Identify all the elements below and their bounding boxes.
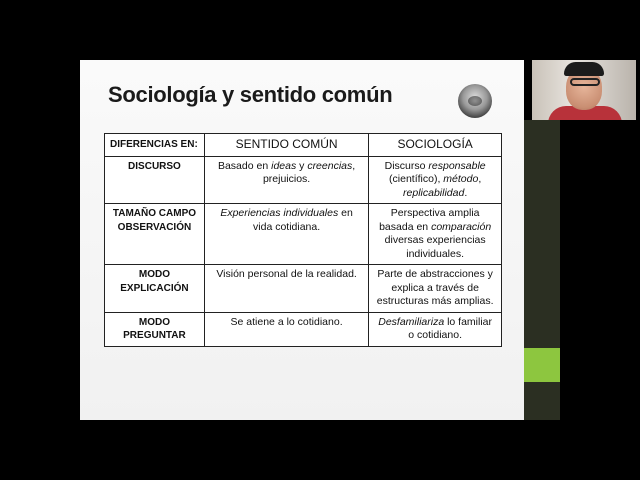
- comparison-table: [104, 133, 502, 347]
- cell-sociologia: Discurso responsable (científico), método, replicabilidad.: [369, 156, 502, 204]
- presentation-slide: [80, 60, 524, 420]
- slide-title: Sociología y sentido común: [108, 82, 393, 107]
- cell-sentido-comun: Se atiene a lo cotidiano.: [204, 312, 368, 346]
- webcam-person-glasses: [570, 78, 600, 86]
- table-row: [105, 312, 502, 346]
- row-label: MODO PREGUNTAR: [105, 312, 205, 346]
- row-label: TAMAÑO CAMPO OBSERVACIÓN: [105, 204, 205, 265]
- table-row: [105, 265, 502, 313]
- table-row: [105, 204, 502, 265]
- cell-sociologia: Parte de abstracciones y explica a través de estructuras más amplias.: [369, 265, 502, 313]
- header-sociologia: SOCIOLOGÍA: [369, 134, 502, 157]
- table-header-row: [105, 134, 502, 157]
- header-sentido-comun: SENTIDO COMÚN: [204, 134, 368, 157]
- cell-sociologia: Desfamiliariza lo familiar o cotidiano.: [369, 312, 502, 346]
- row-label: DISCURSO: [105, 156, 205, 204]
- cell-sociologia: Perspectiva amplia basada en comparación diversas experiencias individuales.: [369, 204, 502, 265]
- webcam-video: [532, 60, 636, 120]
- cell-sentido-comun: Visión personal de la realidad.: [204, 265, 368, 313]
- portrait-image: [458, 84, 492, 118]
- table-row: [105, 156, 502, 204]
- row-label: MODO EXPLICACIÓN: [105, 265, 205, 313]
- cell-sentido-comun: Experiencias individuales en vida cotidiana.: [204, 204, 368, 265]
- green-accent-block: [524, 348, 560, 382]
- cell-sentido-comun: Basado en ideas y creencias, prejuicios.: [204, 156, 368, 204]
- webcam-person-cap: [564, 62, 604, 76]
- header-diferencias: DIFERENCIAS EN:: [105, 134, 205, 157]
